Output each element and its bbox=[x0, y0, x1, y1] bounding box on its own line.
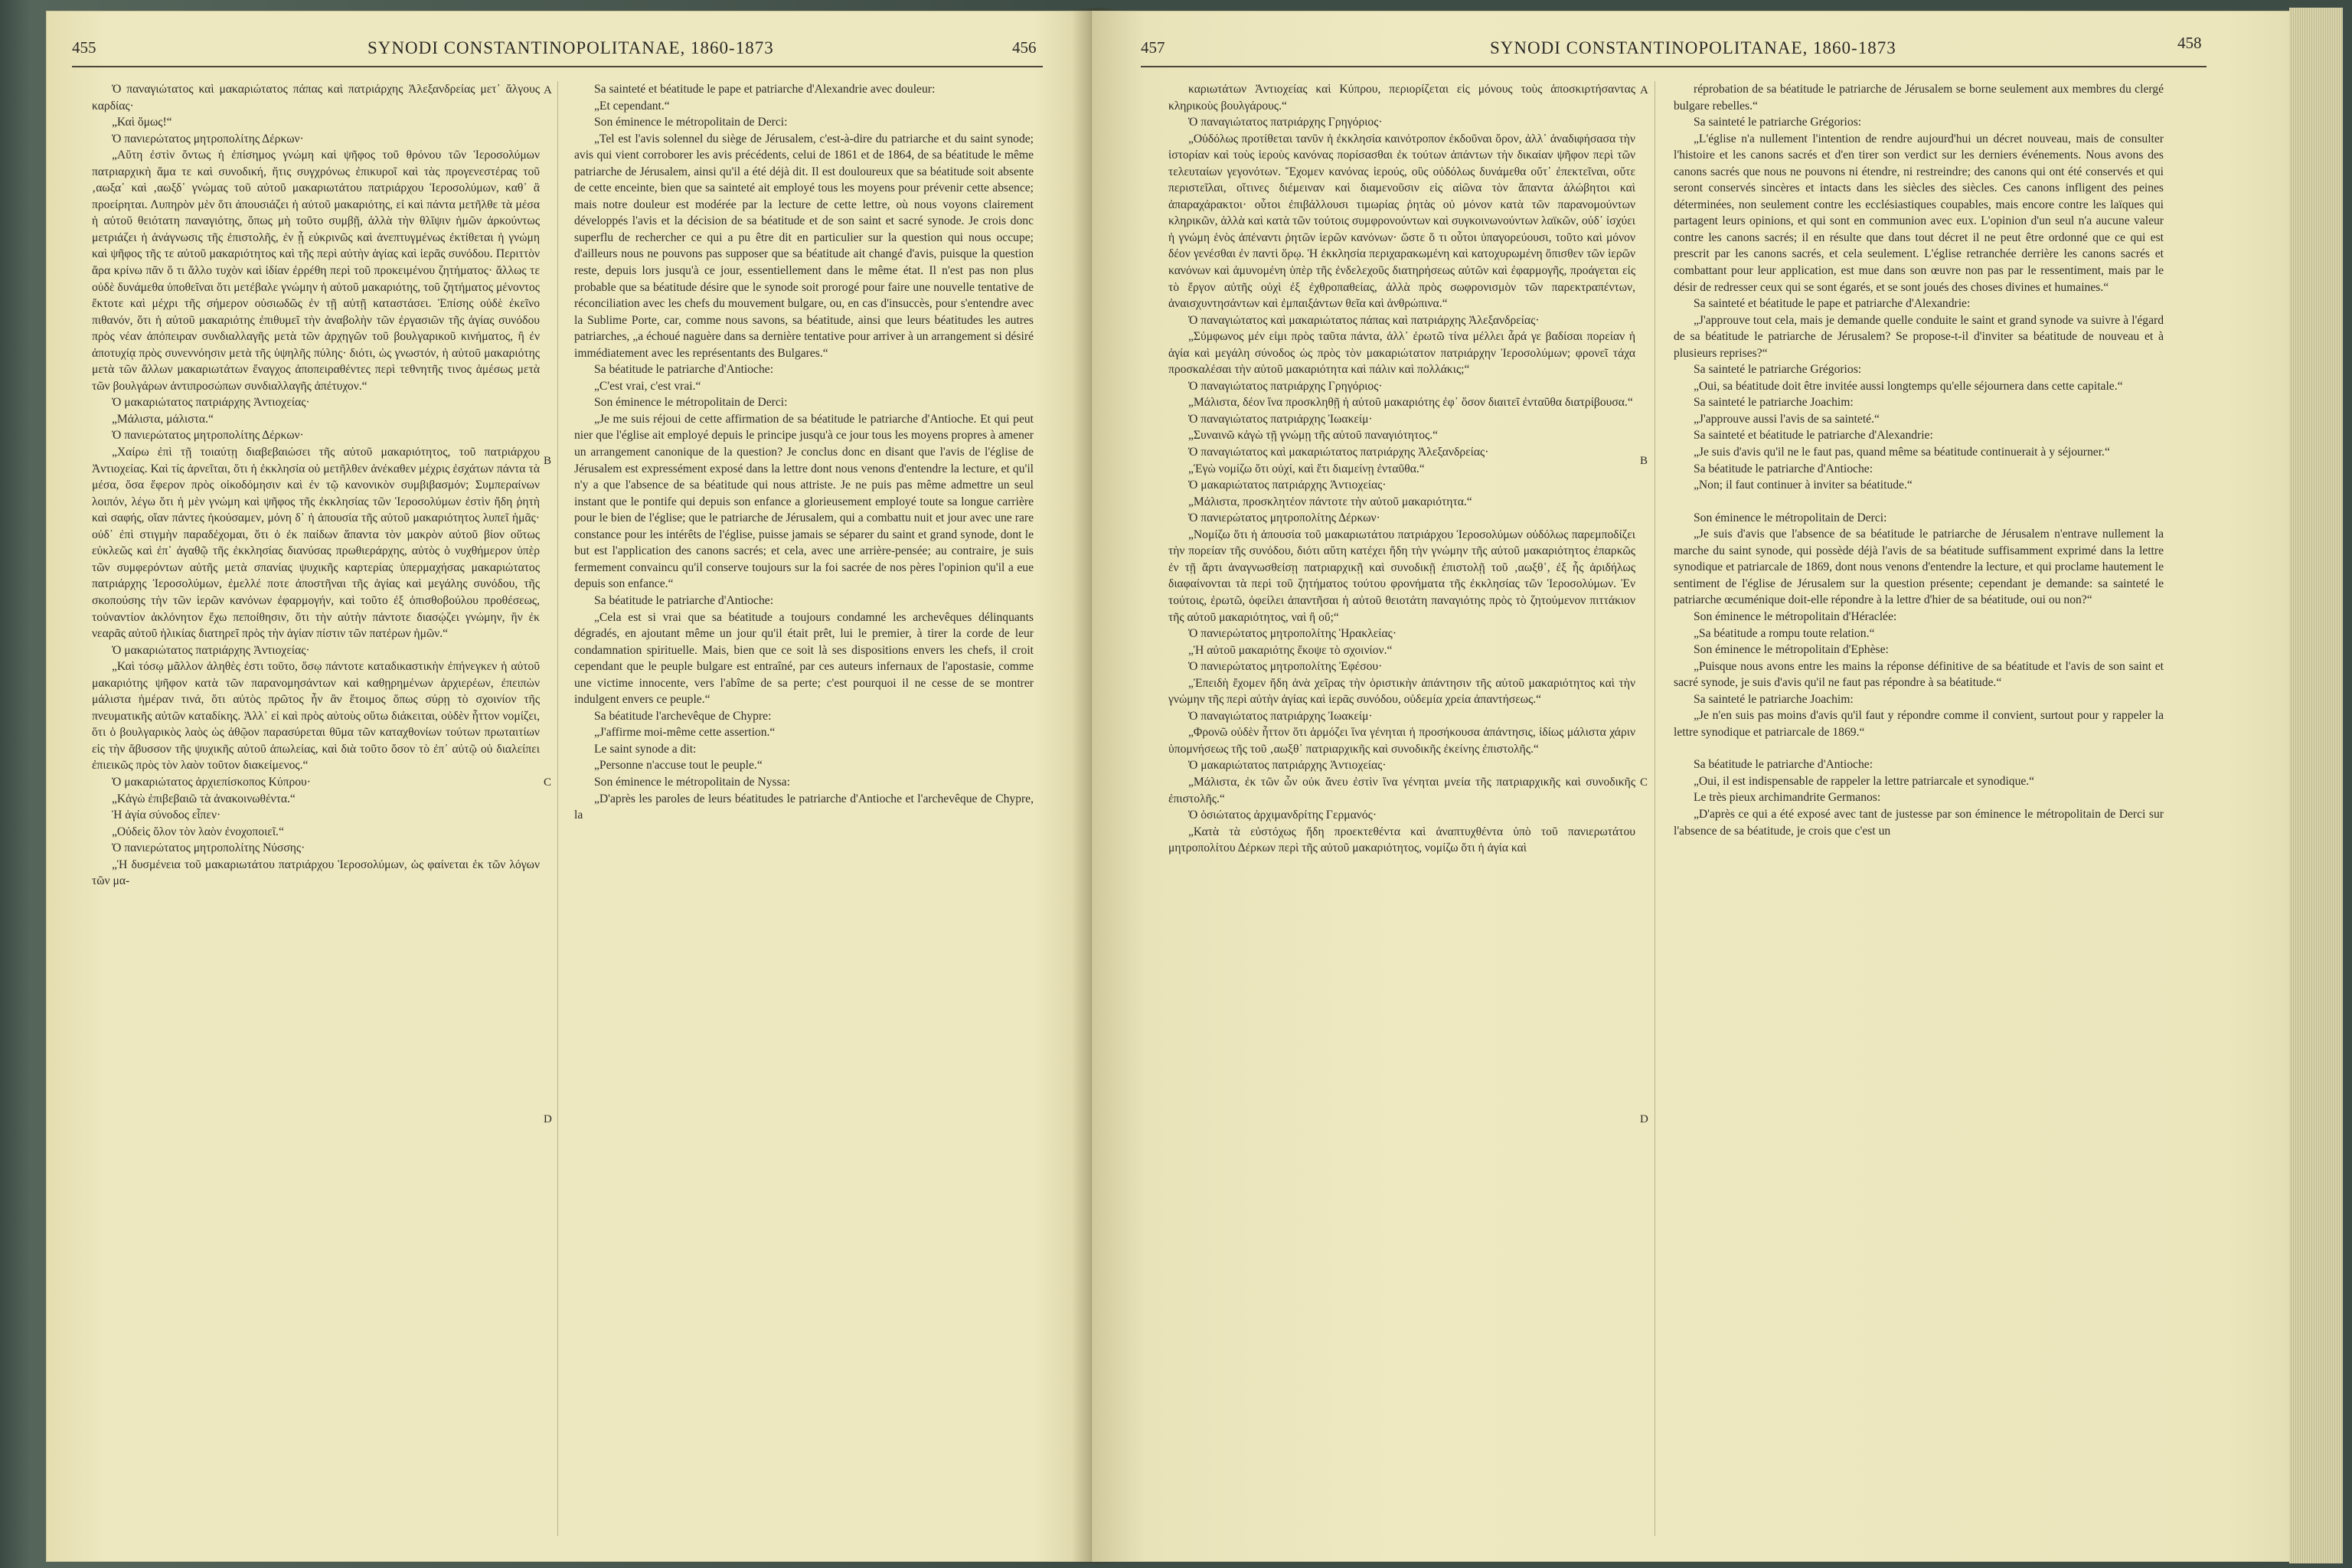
paragraph: Ὁ παναγιώτατος πατριάρχης Ἰωακείμ· bbox=[1188, 709, 1373, 723]
paragraph: Ὁ πανιερώτατος μητροπολίτης Νύσσης· bbox=[112, 841, 305, 855]
paragraph: Sa sainteté et béatitude le pape et patriarche d'Alexandrie avec douleur: bbox=[594, 83, 936, 96]
paragraph: „Φρονῶ οὐδὲν ἧττον ὅτι ἁρμόζει ἵνα γένηται ἡ προσήκουσα ἀπάντησις, ἰδίως μάλιστα χάριν ὑπομνήσεως τῆς τοῦ ‚αωξθ᾽ πατριαρχικῆς καὶ συνοδικῆς ἐκείνης ἐπιστολῆς.“ bbox=[1168, 726, 1635, 756]
paragraph: „J'approuve tout cela, mais je demande quelle conduite le saint et grand synode va suivre à l'égard de sa béatitude le patriarche de Jérusalem? Se propose-t-il d'inviter sa béatitude de nouveau et à plusieurs reprises?“ bbox=[1674, 313, 2164, 360]
section-marker-a: A bbox=[544, 84, 552, 96]
paragraph: Ὁ ὁσιώτατος ἀρχιμανδρίτης Γερμανός· bbox=[1188, 808, 1377, 822]
paragraph: réprobation de sa béatitude le patriarche de Jérusalem se borne seulement aux membres du clergé bulgare rebelles.“ bbox=[1674, 83, 2164, 113]
page-edges bbox=[2289, 8, 2343, 1563]
paragraph: Sa béatitude le patriarche d'Antioche: bbox=[594, 363, 774, 377]
section-marker-a-right: A bbox=[1640, 84, 1648, 96]
paragraph: „Puisque nous avons entre les mains la réponse définitive de sa béatitude et l'avis de son saint et sacré synode, je suis d'avis qu'il ne faut pas répondre à sa béatitude.“ bbox=[1674, 659, 2164, 690]
paragraph: Le saint synode a dit: bbox=[594, 742, 697, 756]
paragraph: „Ἡ δυσμένεια τοῦ μακαριωτάτου πατριάρχου Ἱεροσολύμων, ὡς φαίνεται ἐκ τῶν λόγων τῶν μα- bbox=[92, 858, 540, 888]
right-page bbox=[1092, 11, 2309, 1562]
page-number-455: 455 bbox=[72, 38, 96, 57]
paragraph: Ὁ μακαριώτατος ἀρχιεπίσκοπος Κύπρου· bbox=[112, 775, 311, 789]
french-column-456 bbox=[574, 81, 1034, 1544]
paragraph: „Oui, il est indispensable de rappeler la lettre patriarcale et synodique.“ bbox=[1694, 774, 2035, 788]
paragraph: „Συναινῶ κἀγὼ τῇ γνώμῃ τῆς αὐτοῦ παναγιότητος.“ bbox=[1188, 429, 1439, 443]
paragraph: „Νομίζω ὅτι ἡ ἀπουσία τοῦ μακαριωτάτου πατριάρχου Ἱεροσολύμων οὐδόλως παρεμποδίζει τὴν πορείαν τῆς συνόδου, διότι αὕτη κατέχει ἤδη τὴν γνώμην τῆς αὐτοῦ μακαριότητος ἐπαρκῶς ἐν τῇ ἄρτι ἀναγνωσθείσῃ πατριαρχικῇ καὶ συνοδικῇ ἐπιστολῇ τοῦ ‚αωξθ᾽, ἐξ ἧς ἀριδήλως διαφαίνονται τὰ περὶ τοῦ ζητήματος τούτου φρονήματα τῆς ἐκκλησίας τῶν Ἱεροσολύμων. Ἐν τούτοις, ἐρωτῶ, ὀφείλει ἀπαντῆσαι ἡ αὐτοῦ θειοτάτη παναγιότης πρὸς τὸ ζητούμενον πιττάκιον τῆς αὐτοῦ μακαριότητος, ναὶ ἢ οὔ;“ bbox=[1168, 528, 1635, 624]
paragraph: Sa sainteté le patriarche Grégorios: bbox=[1694, 363, 1862, 377]
paragraph: „Ἡ αὐτοῦ μακαριότης ἔκοψε τὸ σχοινίον.“ bbox=[1188, 643, 1393, 657]
paragraph: „Cela est si vrai que sa béatitude a toujours condamné les archevêques délinquants dégradés, en ajoutant même un jour qu'il était prêt, lui le premier, à tirer la corde de leur condamnation spirituelle. Mais, bien que ce soit là ses dispositions envers les chefs, il croit cependant que le peuple bulgare est entraîné, par ces auteurs infernaux de l'apostasie, comme une victime innocente, vers l'abîme de sa perte; c'est pourquoi il ne cesse de se montrer indulgent envers ce peuple.“ bbox=[574, 610, 1034, 707]
column-divider-left bbox=[557, 81, 558, 1536]
paragraph: Ὁ παναγιώτατος καὶ μακαριώτατος πατριάρχης Ἀλεξανδρείας· bbox=[1188, 446, 1489, 459]
paragraph: „C'est vrai, c'est vrai.“ bbox=[594, 379, 701, 393]
paragraph: Ἡ ἁγία σύνοδος εἶπεν· bbox=[112, 808, 221, 822]
running-header-left: SYNODI CONSTANTINOPOLITANAE, 1860-1873 bbox=[368, 38, 774, 57]
paragraph: Son éminence le métropolitain d'Héraclée: bbox=[1694, 609, 1897, 623]
paragraph: „Personne n'accuse tout le peuple.“ bbox=[594, 759, 763, 773]
paragraph: Sa sainteté le patriarche Grégorios: bbox=[1694, 116, 1862, 129]
paragraph: Sa sainteté et béatitude le pape et patriarche d'Alexandrie: bbox=[1694, 297, 1971, 311]
paragraph: Ὁ παναγιώτατος πατριάρχης Γρηγόριος· bbox=[1188, 116, 1383, 129]
paragraph: Ὁ πανιερώτατος μητροπολίτης Δέρκων· bbox=[112, 132, 304, 145]
paragraph: Sa béatitude le patriarche d'Antioche: bbox=[594, 593, 774, 607]
french-column-458 bbox=[1674, 81, 2164, 1544]
paragraph: „Je suis d'avis qu'il ne le faut pas, quand même sa béatitude continuerait à y séjourner.“ bbox=[1694, 446, 2110, 459]
paragraph: Ὁ πανιερώτατος μητροπολίτης Δέρκων· bbox=[112, 429, 304, 443]
header-rule-right bbox=[1141, 66, 2207, 67]
paragraph: „Je n'en suis pas moins d'avis qu'il faut y répondre comme il convient, surtout pour y rappeler la lettre synodique et patriarcale de 1869.“ bbox=[1674, 709, 2164, 739]
paragraph: Son éminence le métropolitain de Derci: bbox=[594, 116, 788, 129]
header-rule-left bbox=[72, 66, 1043, 67]
paragraph: „Οὐδεὶς ὅλον τὸν λαὸν ἐνοχοποιεῖ.“ bbox=[112, 825, 284, 838]
paragraph: Le très pieux archimandrite Germanos: bbox=[1694, 791, 1881, 805]
page-number-456: 456 bbox=[1012, 38, 1037, 57]
paragraph: Ὁ παναγιώτατος πατριάρχης Γρηγόριος· bbox=[1188, 379, 1383, 393]
paragraph: „Non; il faut continuer à inviter sa béatitude.“ bbox=[1694, 479, 1913, 492]
paragraph: „Καὶ ὅμως!“ bbox=[112, 116, 172, 129]
paragraph: „Μάλιστα, δέον ἵνα προσκληθῇ ἡ αὐτοῦ μακαριότης ἐφ᾽ ὅσον διαιτεῖ ἐνταῦθα διατρίβουσα.“ bbox=[1188, 396, 1633, 410]
paragraph: Ὁ πανιερώτατος μητροπολίτης Ἡρακλείας· bbox=[1188, 627, 1397, 641]
paragraph: Sa béatitude l'archevêque de Chypre: bbox=[594, 709, 772, 723]
paragraph bbox=[1674, 740, 2164, 756]
paragraph: „Καὶ τόσῳ μᾶλλον ἀληθὲς ἐστι τοῦτο, ὅσῳ πάντοτε καταδικαστικὴν ἐπήνεγκεν ἡ αὐτοῦ μακαριότης ψῆφον κατὰ τῶν παρανομησάντων καὶ καθῃρημένων ἀρχιερέων, ἐπειπὼν μάλιστα ἡμέραν τινά, ὅτι αὐτὸς πρῶτος ἦν ἂν ἕτοιμος ὅπως σύρῃ τὸ σχοινίον τῆς πνευματικῆς αὐτῶν καταδίκης. Ἀλλ᾽ εἰ καὶ πρὸς αὐτοὺς οὕτω διάκειται, οὐδὲν ἧττον νομίζει, ὅτι ὁ βουλγαρικὸς λαὸς ὡς ἀθῷον παρασύρεται θῦμα τῶν καταχθονίων τούτων πρωταιτίων εἰς τὴν ἄβυσσον τῆς ψυχικῆς αὐτοῦ ἀπωλείας, καὶ διὰ τοῦτο ὅσον τὸ ἐπ᾽ αὐτῷ οὐ διαλείπει ἐπιεικῶς πρὸς τὸν λαὸν τοῦτον διακείμενος.“ bbox=[92, 660, 540, 773]
paragraph: „Tel est l'avis solennel du siège de Jérusalem, c'est-à-dire du patriarche et du saint synode; avis qui vient corroborer les avis précédents, celui de 1861 et de 1864, de sa béatitude le même patriarche de Jérusalem, ainsi qu'il a été déjà dit. Il est douloureux que sa béatitude soit absente de cette enceinte, bien que sa sainteté ait employé tous les moyens pour prévenir cette absence; mais notre douleur est modérée par la lecture de cette lettre, où nous voyons clairement développés l'avis et la décision de sa béatitude et de son saint et sacré synode. Je crois donc superflu de rechercher ce qui a pu être dit en particulier sur la question qui nous occupe; d'ailleurs nous ne pouvons pas supposer que sa béatitude ait changé d'avis, puisque la question reste, depuis lors jusqu'à ce jour, essentiellement dans le même état. Il n'est pas non plus probable que sa béatitude désire que le synode soit prorogé pour faire une nouvelle tentative de réconciliation avec les chefs du mouvement bulgare, ou, en cas d'insuccès, pour s'entendre avec la Sublime Porte, car, comme nous savons, sa béatitude, ainsi que leurs béatitudes les autres patriarches, „a échoué naguère dans sa dernière tentative pour arriver à un arrangement si désiré immédiatement avec les représentants des Bulgares.“ bbox=[574, 132, 1034, 360]
paragraph: „Αὕτη ἐστὶν ὄντως ἡ ἐπίσημος γνώμη καὶ ψῆφος τοῦ θρόνου τῶν Ἱεροσολύμων πατριαρχικὴ ἅμα τε καὶ συνοδική, ἥτις συγχρόνως ἐπικυροῖ καὶ τὰς προγενεστέρας τοῦ ‚αωξα᾽ καὶ ‚αωξδ᾽ γνώμας τοῦ αὐτοῦ μακαριωτάτου πατριάρχου Ἱεροσολύμων, καθ᾽ ἃ προείρηται. Λυπηρὸν μὲν ὅτι ἀπουσιάζει ἡ αὐτοῦ μακαριότης, εἰ καὶ πάντα μετῆλθε τὰ μέσα ἡ αὐτοῦ θειότατη παναγιότης, ὅπως μὴ τοῦτο συμβῇ, ἀλλὰ τὴν θλῖψιν ἡμῶν ἀρκούντως μετριάζει ἡ ἀνάγνωσις τῆς ἐπιστολῆς, ἐν ᾗ εὐκρινῶς καὶ ἀνεπτυγμένως ἐκτίθεται ἡ γνώμη καὶ ψῆφος τῆς τε αὐτοῦ μακαριότητος καὶ τῆς περὶ αὐτὴν ἁγίας καὶ ἱερᾶς συνόδου. Περιττὸν ἄρα κρίνω πᾶν ὅ τι ἄλλο τυχὸν καὶ ἰδίαν ἐρρέθη περὶ τοῦ προκειμένου ζητήματος· ἄλλως τε οὐδὲ δυνάμεθα ὑποθεῖναι ὅτι μετέβαλε γνώμην ἡ αὐτοῦ μακαριότης, τοῦ ζητήματος μένοντος ἔκτοτε καὶ μέχρι τῆς σήμερον οὐσιωδῶς ἐν τῇ αὐτῇ καταστάσει. Ἐπίσης οὐδὲ ἐκεῖνο πιθανόν, ὅτι ἡ αὐτοῦ μακαριότης ἐπιθυμεῖ τὴν ἀναβολὴν τῶν ἐργασιῶν τῆς ἁγίας συνόδου πρὸς νέαν ἀπόπειραν συνδιαλλαγῆς μετὰ τῶν ἀρχηγῶν τοῦ βουλγαρικοῦ κινήματος, ἢ ἐν ἀποτυχίᾳ πρὸς συνεννόησιν μετὰ τῆς ὑψηλῆς πύλης· διότι, ὡς γνωστόν, ἡ αὐτοῦ μακαριότης μετὰ τῶν ἄλλων μακαριωτάτων ἔναγχος ἀποπειραθέντες περὶ τεθνητῆς τινος ἀμέσως μετὰ τῶν βουλγάρων ἀντιπροσώπων συνδιαλλαγῆς ἀπέτυχον.“ bbox=[92, 149, 540, 393]
paragraph: Sa béatitude le patriarche d'Antioche: bbox=[1694, 758, 1873, 772]
paragraph: Ὁ πανιερώτατος μητροπολίτης Δέρκων· bbox=[1188, 511, 1380, 525]
paragraph: „Μάλιστα, μάλιστα.“ bbox=[112, 412, 214, 426]
section-marker-d-right: D bbox=[1640, 1113, 1648, 1125]
paragraph: Sa sainteté le patriarche Joachim: bbox=[1694, 692, 1854, 706]
paragraph: „Χαίρω ἐπὶ τῇ τοιαύτῃ διαβεβαιώσει τῆς αὐτοῦ μακαριότητος, τοῦ πατριάρχου Ἀντιοχείας. Καὶ τίς ἀρνεῖται, ὅτι ἡ ἐκκλησία οὐ μετῆλθεν ἀνέκαθεν μέχρις ἐσχάτων πάντα τὰ μέσα, ὅσα ἔφερον πρὸς οἰκοδόμησιν καὶ ἐν τῷ κανονικὸν συμβιβασμόν; Συμπεραίνων λοιπόν, λέγω ὅτι ἡ μὲν γνώμη καὶ ψῆφος τῆς ἐκκλησίας τῶν Ἱεροσολύμων ἐστὶν ἤδη ῥητὴ καὶ σαφής, οἵαν πάντες ἠκούσαμεν, μόνη δ᾽ ἡ ἀπουσία τῆς αὐτοῦ μακαριότητος λυπεῖ ἡμᾶς· οὐδ᾽ ἐπὶ στιγμὴν παραδέχομαι, ὅτι ὁ ἐκ παίδων ἅπαντα τὸν μακρὸν αὐτοῦ βίον οὕτως εὐκλεῶς καὶ ἐπ᾽ ἀγαθῷ τῆς ἐκκλησίας διανύσας πρωθιεράρχης, αὐτὸς ὁ νυχθήμερον ὑπὲρ τῶν συμφερόντων αὐτῆς μετὰ σπανίας ψυχικῆς καρτερίας ὑπερμαχήσας μακαριώτατος πατριάρχης Ἱεροσολύμων, ἐμελλέ ποτε ἀποστῆναι τῆς ἁγίας καὶ μεγάλης συνόδου, τῆς σκοπούσης τὴν τῶν ἱερῶν κανόνων ἐφαρμογήν, καὶ τοῦτο ἐξ ὀπισθοβούλου προθέσεως, τοὐναντίον ἀκλόνητον ἔχω πεποίθησιν, ὅτι τὴν αὐτὴν πάντοτε διασῴζει γνώμην, ἣν ἐκ νεαρᾶς αὐτοῦ ἡλικίας διατηρεῖ πρὸς τὴν ἁγίαν πίστιν τῶν πατέρων ἡμῶν.“ bbox=[92, 446, 540, 641]
paragraph: Ὁ παναγιώτατος καὶ μακαριώτατος πάπας καὶ πατριάρχης Ἀλεξανδρείας· bbox=[1188, 313, 1540, 327]
section-marker-c: C bbox=[544, 776, 552, 789]
page-number-458: 458 bbox=[2177, 34, 2202, 52]
section-marker-c-right: C bbox=[1640, 776, 1648, 789]
paragraph: Son éminence le métropolitain de Derci: bbox=[1694, 511, 1887, 524]
paragraph: „Ἐγὼ νομίζω ὅτι οὐχί, καὶ ἔτι διαμείνῃ ἐνταῦθα.“ bbox=[1188, 462, 1425, 475]
paragraph: Son éminence le métropolitain d'Ephèse: bbox=[1694, 643, 1889, 657]
paragraph: Sa sainteté et béatitude le patriarche d'Alexandrie: bbox=[1694, 429, 1933, 443]
section-marker-b: B bbox=[544, 455, 552, 467]
page-number-457: 457 bbox=[1141, 38, 1165, 57]
paragraph: „D'après les paroles de leurs béatitudes le patriarche d'Antioche et l'archevêque de Chypre, la bbox=[574, 792, 1034, 822]
paragraph: „L'église n'a nullement l'intention de rendre aujourd'hui un décret nouveau, mais de consulter l'histoire et les canons sacrés et d'en tirer son verdict sur les derniers événements. Nous avons des canons sacrés que nous ne pouvons ni étendre, ni restreindre; des canons qui ont été conservés et qui seront conservés sincères et intacts dans les siècles des siècles. Ces canons infligent des peines déterminées, non seulement contre les ecclésiastiques coupables, mais encore contre les laïques qui partagent leurs opinions, et qui sont en communion avec eux. L'opinion d'un seul n'a aucune valeur contre les canons sacrés; il en résulte que dans tout décret il ne peut être ordonné que ce qui est prescrit par les canons sacrés, et cela seulement. L'église retranchée derrière les canons sacrés et combattant pour leur application, est mue dans son œuvre non pas par le ressentiment, mais par le désir de redresser ceux qui se sont égarés, et se sont joués des choses divines et humaines.“ bbox=[1674, 132, 2164, 294]
paragraph: „Κἀγὼ ἐπιβεβαιῶ τὰ ἀνακοινωθέντα.“ bbox=[112, 792, 296, 805]
paragraph: Sa béatitude le patriarche d'Antioche: bbox=[1694, 462, 1873, 475]
paragraph: „Oui, sa béatitude doit être invitée aussi longtemps qu'elle séjournera dans cette capitale.“ bbox=[1694, 379, 2123, 393]
paragraph: „J'affirme moi-même cette assertion.“ bbox=[594, 726, 776, 740]
paragraph: „Je me suis réjoui de cette affirmation de sa béatitude le patriarche d'Antioche. Et qui peut nier que l'église ait employé depuis le principe jusqu'à ce jour tous les moyens propres à amener un arrangement canonique de la question? Je conclus donc en disant que l'avis de l'église de Jérusalem est expressément exposé dans la lettre dont nous venons d'entendre la lecture, et qu'il n'y a que l'absence de sa béatitude qui nous attriste. Je ne puis pas même admettre un seul instant que le pontife qui depuis son enfance a glorieusement employé toute sa longue carrière pour le bien de l'église; que le patriarche de Jérusalem, qui a combattu nuit et jour avec une rare constance pour les intérêts de l'église, puisse jamais se séparer du saint et grand synode, dont le but est l'application des canons sacrés; et cela, avec une arrière-pensée; au contraire, je suis fermement convaincu qu'il conserve toujours sur la foi sacrée de nos pères l'opinion qu'il a eue depuis son enfance.“ bbox=[574, 412, 1034, 591]
paragraph: καριωτάτων Ἀντιοχείας καὶ Κύπρου, περιορίζεται εἰς μόνους τοὺς ἀποσκιρτήσαντας κληρικοὺς βουλγάρους.“ bbox=[1168, 83, 1635, 113]
paragraph: Ὁ μακαριώτατος πατριάρχης Ἀντιοχείας· bbox=[112, 643, 310, 657]
paragraph: „Et cependant.“ bbox=[594, 99, 670, 113]
paragraph: „Κατὰ τὰ εὐστόχως ἤδη προεκτεθέντα καὶ ἀναπτυχθέντα ὑπὸ τοῦ πανιερωτάτου μητροπολίτου Δέρκων περὶ τῆς αὐτοῦ μακαριότητος, νομίζω ὅτι ἡ ἁγία καὶ bbox=[1168, 825, 1635, 855]
greek-column-457 bbox=[1168, 81, 1635, 1544]
paragraph: „Je suis d'avis que l'absence de sa béatitude le patriarche de Jérusalem n'entrave nullement la marche du saint synode, qui possède déjà l'avis de sa béatitude suffisamment exprimé dans la lettre synodique et patriarcale de 1869, dont nous venons d'entendre la lecture, et qui proclame hautement le sentiment de l'église de Jérusalem sur la question présente; cependant je demande: sa sainteté le patriarche œcuménique doit-elle répondre à la lettre d'hier de sa béatitude, oui ou non?“ bbox=[1674, 528, 2164, 607]
paragraph: Ὁ μακαριώτατος πατριάρχης Ἀντιοχείας· bbox=[112, 396, 310, 410]
left-page bbox=[46, 11, 1092, 1562]
paragraph: Sa sainteté le patriarche Joachim: bbox=[1694, 396, 1854, 410]
paragraph: Ὁ μακαριώτατος πατριάρχης Ἀντιοχείας· bbox=[1188, 759, 1387, 773]
paragraph: „D'après ce qui a été exposé avec tant de justesse par son éminence le métropolitain de Derci sur l'absence de sa béatitude, je crois que c'est un bbox=[1674, 807, 2164, 838]
paragraph: „Σύμφωνος μέν εἰμι πρὸς ταῦτα πάντα, ἀλλ᾽ ἐρωτῶ τίνα μέλλει ἆρά γε βαδίσαι πορείαν ἡ ἁγία καὶ μεγάλη σύνοδος ὡς πρὸς τὸν μακαριώτατον πατριάρχην Ἱεροσολύμων; φρονεῖ τάχα προσκαλέσαι τὴν αὐτοῦ μακαριότητα καὶ πάλιν καὶ πολλάκις;“ bbox=[1168, 330, 1635, 377]
paragraph: „J'approuve aussi l'avis de sa sainteté.“ bbox=[1694, 412, 1880, 426]
paragraph: „Μάλιστα, προσκλητέον πάντοτε τὴν αὐτοῦ μακαριότητα.“ bbox=[1188, 495, 1472, 508]
running-header-right: SYNODI CONSTANTINOPOLITANAE, 1860-1873 bbox=[1490, 38, 1896, 57]
paragraph bbox=[1674, 494, 2164, 510]
paragraph: „Οὐδόλως προτίθεται τανῦν ἡ ἐκκλησία καινότροπον ἐκδοῦναι ὅρον, ἀλλ᾽ ἀναδιφήσασα τὴν ἱστορίαν καὶ τοὺς ἱεροὺς κανόνας πορίσασθαι ἐκ τούτων ἀπάντων τὴν δικαίαν ψῆφον περὶ τῶν τελευταίων γεγονότων. Ἔχομεν κανόνας ἱερούς, οὓς οὐδόλως δυνάμεθα οὔτ᾽ ἐπεκτεῖναι, οὔτε περιστεῖλαι, οἵτινες διέμειναν καὶ διαμενοῦσιν εἰς αἰῶνα τὸν ἅπαντα ἀλώβητοι καὶ ἀπαραχάρακτοι· οὗτοι ἐπιβάλλουσι τιμωρίας ῥητὰς οὐ μόνον κατὰ τῶν παρανομούντων κληρικῶν, ἀλλὰ καὶ κατὰ τῶν τούτοις συμφρονούντων καὶ συγκοινωνούντων λαϊκῶν, οὐδ᾽ ἰσχύει ἡ γνώμη ἑνὸς ἀπέναντι ῥητῶν ἱερῶν κανόνων· ὥστε ὅ τι οὗτοι ὑπαγορεύουσι, τοῦτο καὶ μόνον δέον γενέσθαι ἐν παντὶ ὅρῳ. Ἡ ἐκκλησία περιχαρακωμένη καὶ κατοχυρωμένη ὄπισθεν τῶν ἱερῶν κανόνων καὶ ἀμυνομένη ὑπὲρ τῆς ἐνδελεχοῦς διατηρήσεως αὐτῶν καὶ ἐφαρμογῆς, προάγεται εἰς τὸ ἔργον αὐτῆς οὐχὶ ἐξ ἐχθροπαθείας, ἀλλὰ πρὸς σωφρονισμὸν τῶν παρεκτραπέντων, ἀναισχυντησάντων καὶ ἐμπαιξάντων θεῖα καὶ ἀνθρώπινα.“ bbox=[1168, 132, 1635, 311]
paragraph: Ὁ μακαριώτατος πατριάρχης Ἀντιοχείας· bbox=[1188, 479, 1387, 492]
paragraph: „Μάλιστα, ἐκ τῶν ὧν οὐκ ἄνευ ἐστὶν ἵνα γένηται μνεία τῆς πατριαρχικῆς καὶ συνοδικῆς ἐπιστολῆς.“ bbox=[1168, 775, 1635, 805]
section-marker-b-right: B bbox=[1640, 455, 1648, 467]
paragraph: Ὁ παναγιώτατος καὶ μακαριώτατος πάπας καὶ πατριάρχης Ἀλεξανδρείας μετ᾽ ἄλγους καρδίας· bbox=[92, 83, 540, 113]
paragraph: Ὁ παναγιώτατος πατριάρχης Ἰωακείμ· bbox=[1188, 412, 1373, 426]
paragraph: Ὁ πανιερώτατος μητροπολίτης Ἐφέσου· bbox=[1188, 660, 1383, 674]
section-marker-d: D bbox=[544, 1113, 552, 1125]
paragraph: Son éminence le métropolitain de Nyssa: bbox=[594, 775, 790, 789]
paragraph: Son éminence le métropolitain de Derci: bbox=[594, 396, 788, 410]
greek-column-455 bbox=[92, 81, 540, 1544]
paragraph: „Sa béatitude a rompu toute relation.“ bbox=[1694, 626, 1875, 640]
paragraph: „Ἐπειδὴ ἔχομεν ἤδη ἀνὰ χεῖρας τὴν ὁριστικὴν ἀπάντησιν τῆς αὐτοῦ μακαριότητος καὶ τὴν γνώμην τῆς περὶ αὐτὴν ἁγίας καὶ ἱερᾶς συνόδου, οὐδεμία χρεία ἀπαντήσεως.“ bbox=[1168, 676, 1635, 707]
